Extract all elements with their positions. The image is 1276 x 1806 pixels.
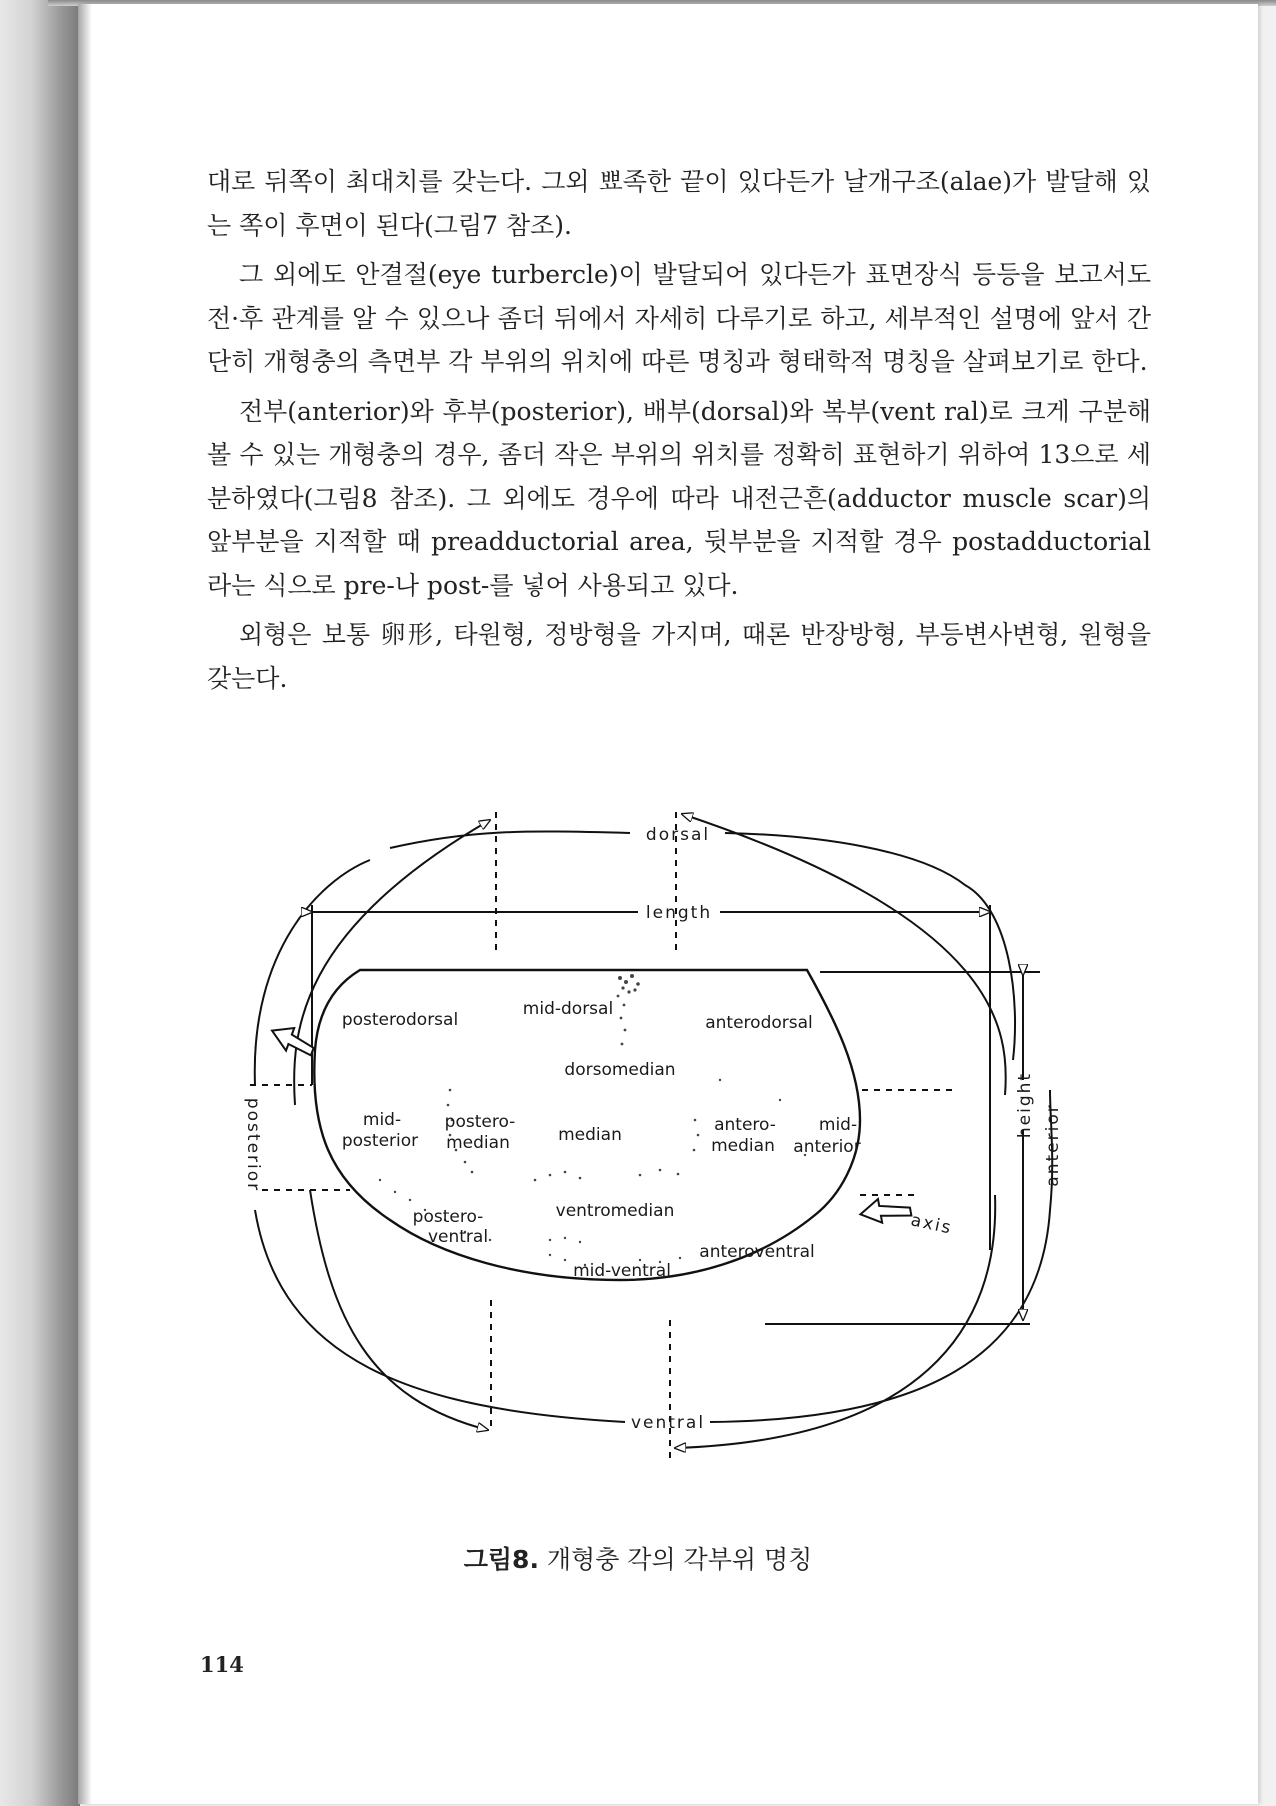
label-mid-anterior-1: mid- xyxy=(818,1115,858,1135)
label-axis: axis xyxy=(908,1210,955,1239)
label-anterodorsal: anterodorsal xyxy=(705,1013,813,1033)
label-dorsomedian: dorsomedian xyxy=(564,1060,676,1080)
paragraph-2: 그 외에도 안결절(eye turbercle)이 발달되어 있다든가 표면장식 등등을 보고서도 전·후 관계를 알 수 있으나 좀더 뒤에서 자세히 다루기로 하고, 세부적인 설명에 앞서 간단히 개형충의 측면부 각 부위의 위치에 따른 명칭과 형태학적 명칭을 살펴보기로 한다. xyxy=(207,260,1151,376)
label-posteromedian-2: median xyxy=(446,1133,510,1153)
ostracod-carapace-diagram xyxy=(220,800,1160,1480)
label-posterior: posterior xyxy=(243,1097,263,1193)
label-anteromedian-1: antero- xyxy=(714,1115,776,1135)
label-posteromedian-1: postero- xyxy=(444,1112,516,1132)
caption-number: 그림8. xyxy=(463,1545,539,1574)
label-dorsal: dorsal xyxy=(645,825,711,845)
label-anteromedian-2: median xyxy=(711,1136,775,1156)
label-ventral: ventral xyxy=(630,1413,706,1433)
label-height: height xyxy=(1015,1071,1035,1139)
label-posteroventral-2: ventral xyxy=(427,1227,489,1247)
label-anteroventral: anteroventral xyxy=(699,1242,815,1262)
page-number: 114 xyxy=(200,1652,244,1677)
label-mid-posterior-1: mid- xyxy=(362,1110,402,1130)
label-posteroventral-1: postero- xyxy=(412,1207,484,1227)
label-posterodorsal: posterodorsal xyxy=(341,1010,459,1030)
paragraph-3: 전부(anterior)와 후부(posterior), 배부(dorsal)와 복부(vent ral)로 크게 구분해 볼 수 있는 개형충의 경우, 좀더 작은 부위의 위치를 정확히 표현하기 위하여 13으로 세분하였다(그림8 참조). 그 외에도 경우에 따라 내전근흔(adductor muscle scar)의 앞부분을 지적할 때 preadductorial area, 뒷부분을 지적할 경우 postadductorial라는 식으로 pre-나 post-를 넣어 사용되고 있다. xyxy=(207,396,1151,600)
label-ventromedian: ventromedian xyxy=(555,1201,675,1221)
caption-text: 개형충 각의 각부위 명칭 xyxy=(546,1545,813,1574)
label-anterior: anterior xyxy=(1043,1103,1063,1187)
book-edge xyxy=(0,0,80,1806)
spine-shadow xyxy=(78,4,92,1804)
figure-caption xyxy=(0,1540,1276,1576)
label-mid-ventral: mid-ventral xyxy=(573,1261,671,1281)
paragraph-1: 대로 뒤쪽이 최대치를 갖는다. 그외 뾰족한 끝이 있다든가 날개구조(alae)가 발달해 있는 쪽이 후면이 된다(그림7 참조). xyxy=(207,167,1151,240)
label-length: length xyxy=(645,903,713,923)
label-median: median xyxy=(558,1125,622,1145)
figure-ostracod-diagram xyxy=(220,800,1160,1480)
paragraph-4: 외형은 보통 卵形, 타원형, 정방형을 가지며, 때론 반장방형, 부등변사변형, 원형을 갖는다. xyxy=(207,620,1151,693)
label-mid-dorsal: mid-dorsal xyxy=(522,999,614,1019)
label-mid-anterior-2: anterior xyxy=(793,1137,861,1157)
body-text xyxy=(207,160,1151,700)
label-mid-posterior-2: posterior xyxy=(341,1131,419,1151)
